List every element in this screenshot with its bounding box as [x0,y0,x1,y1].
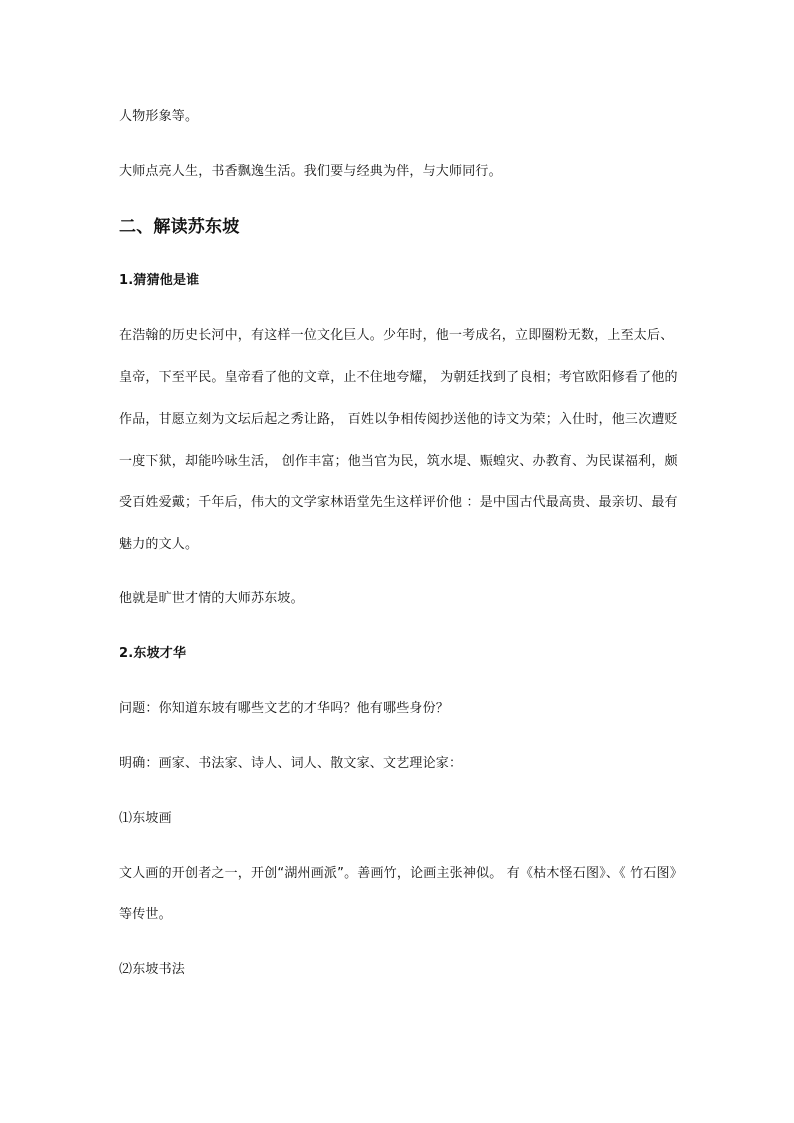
sub2-heading: 2.东坡才华 [119,646,187,661]
paragraph-line: 作品，甘愿立刻为文坛后起之秀让路， 百姓以争相传阅抄送他的诗文为荣；入仕时，他三次遭贬 [119,412,678,427]
intro-closing-text: 大师点亮人生，书香飘逸生活。我们要与经典为伴，与大师同行。 [119,164,502,179]
paragraph-line: 皇帝，下至平民。皇帝看了他的文章，止不住地夸耀， 为朝廷找到了良相；考官欧阳修看了他的 [119,370,678,385]
sub1-heading: 1.猜猜他是谁 [119,273,200,288]
clarify-text: 明确：画家、书法家、诗人、词人、散文家、文艺理论家： [119,756,463,771]
item1-heading: ⑴东坡画 [119,811,172,826]
question-text: 问题：你知道东坡有哪些文艺的才华吗？他有哪些身份？ [119,701,450,716]
item1-line: 文人画的开创者之一，开创“湖州画派”。善画竹，论画主张神似。 有《枯木怪石图》、《 竹石图》 [119,866,683,881]
item2-heading: ⑵东坡书法 [119,962,186,977]
intro-tail-text: 人物形象等。 [119,109,199,124]
paragraph-line: 在浩翰的历史长河中，有这样一位文化巨人。少年时，他一考成名，立即圈粉无数，上至太后、 [119,328,674,343]
answer-text: 他就是旷世才情的大师苏东坡。 [119,591,304,606]
paragraph-line: 受百姓爱戴；千年后，伟大的文学家林语堂先生这样评价他 ：是中国古代最高贵、最亲切、最有 [119,495,678,510]
paragraph-line: 魅力的文人。 [119,537,199,552]
item1-line: 等传世。 [119,907,172,922]
section-heading: 二、解读苏东坡 [119,217,240,237]
paragraph-line: 一度下狱，却能吟咏生活， 创作丰富；他当官为民，筑水堤、赈蝗灾、办教育、为民谋福利，颇 [119,454,678,469]
